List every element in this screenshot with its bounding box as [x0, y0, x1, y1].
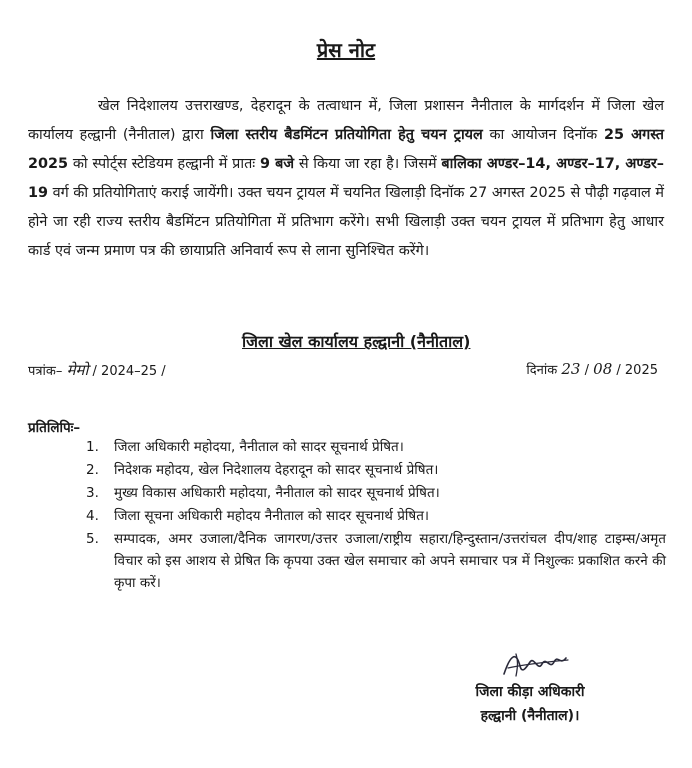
- list-item-number: 4.: [86, 508, 99, 524]
- reference-handwritten: मेमो: [66, 361, 89, 379]
- list-item-text: मुख्य विकास अधिकारी महोदया, नैनीताल को सादर सूचनार्थ प्रेषित।: [114, 485, 440, 501]
- signature-icon: [496, 646, 576, 680]
- reference-label: पत्रांक–: [28, 364, 63, 379]
- date-year: / 2025: [616, 363, 658, 378]
- officer-block: [440, 680, 620, 728]
- list-item: [86, 505, 666, 527]
- list-item: [86, 482, 666, 504]
- list-item-text: जिला सूचना अधिकारी महोदय नैनीताल को सादर सूचनार्थ प्रेषित।: [114, 508, 430, 524]
- press-note-body: [28, 92, 664, 266]
- date-month: 08: [593, 360, 613, 378]
- list-item: [86, 528, 666, 594]
- document-date: [526, 360, 658, 378]
- list-item: [86, 436, 666, 458]
- date-label: दिनांक: [526, 363, 558, 378]
- copy-to-list: [86, 436, 666, 595]
- body-bold-event: जिला स्तरीय बैडमिंटन प्रतियोगिता हेतु चयन ट्रायल: [210, 127, 483, 143]
- reference-number: [28, 360, 166, 380]
- body-text-segment: से किया जा रहा है। जिसमें: [294, 156, 442, 172]
- copy-to-label: प्रतिलिपिः–: [28, 420, 81, 436]
- list-item-text: जिला अधिकारी महोदया, नैनीताल को सादर सूचनार्थ प्रेषित।: [114, 439, 404, 455]
- body-bold-categories: बालिका अण्डर–14, अण्डर–17, अण्डर–19: [28, 156, 664, 201]
- list-item: [86, 459, 666, 481]
- reference-suffix: / 2024–25 /: [92, 364, 166, 379]
- body-text-segment: को स्पोर्ट्स स्टेडियम हल्द्वानी में प्रातः: [68, 156, 260, 172]
- office-heading: जिला खेल कार्यालय हल्द्वानी (नैनीताल): [242, 332, 471, 351]
- body-bold-time: 9 बजे: [259, 156, 295, 172]
- body-text-segment: खेल निदेशालय उत्तराखण्ड, देहरादून के तत्वाधान में, जिला प्रशासन नैनीताल के मार्गदर्शन में जिला खेल कार्यालय हल्द्वानी (नैनीताल) द्वारा: [28, 98, 664, 143]
- list-item-number: 3.: [86, 485, 99, 501]
- list-item-text: निदेशक महोदय, खेल निदेशालय देहरादून को सादर सूचनार्थ प्रेषित।: [114, 462, 439, 478]
- body-bold-date: 25 अगस्त 2025: [28, 127, 664, 172]
- list-item-number: 5.: [86, 531, 99, 547]
- date-day: 23: [561, 360, 581, 378]
- date-separator: /: [584, 363, 590, 378]
- body-text-segment: का आयोजन दिनॉक: [482, 127, 604, 143]
- list-item-text: सम्पादक, अमर उजाला/दैनिक जागरण/उत्तर उजाला/राष्ट्रीय सहारा/हिन्दुस्तान/उत्तरांचल दीप/शाह टाइम्स/अमृत विचार को इस आशय से प्रेषित कि कृपया उक्त खेल समाचार को अपने समाचार पत्र में निशुल्कः प्रकाशित करने की कृपा करें।: [114, 531, 666, 591]
- officer-designation: जिला कीड़ा अधिकारी: [475, 684, 585, 700]
- list-item-number: 1.: [86, 439, 99, 455]
- body-text-segment: वर्ग की प्रतियोगिताएं कराई जायेंगी। उक्त चयन ट्रायल में चयनित खिलाड़ी दिनॉक 27 अगस्त 2025 से पौढ़ी गढ़वाल में होने जा रही राज्य स्तरीय बैडमिंटन प्रतियोगिता में प्रतिभाग करेंगे। सभी खिलाड़ी उक्त चयन ट्रायल में प्रतिभाग हेतु आधार कार्ड एवं जन्म प्रमाण पत्र की छायाप्रति अनिवार्य रूप से लाना सुनिश्चित करेंगे।: [28, 185, 664, 259]
- list-item-number: 2.: [86, 462, 99, 478]
- page-title: प्रेस नोट: [316, 38, 376, 62]
- officer-location: हल्द्वानी (नैनीताल)।: [480, 708, 580, 724]
